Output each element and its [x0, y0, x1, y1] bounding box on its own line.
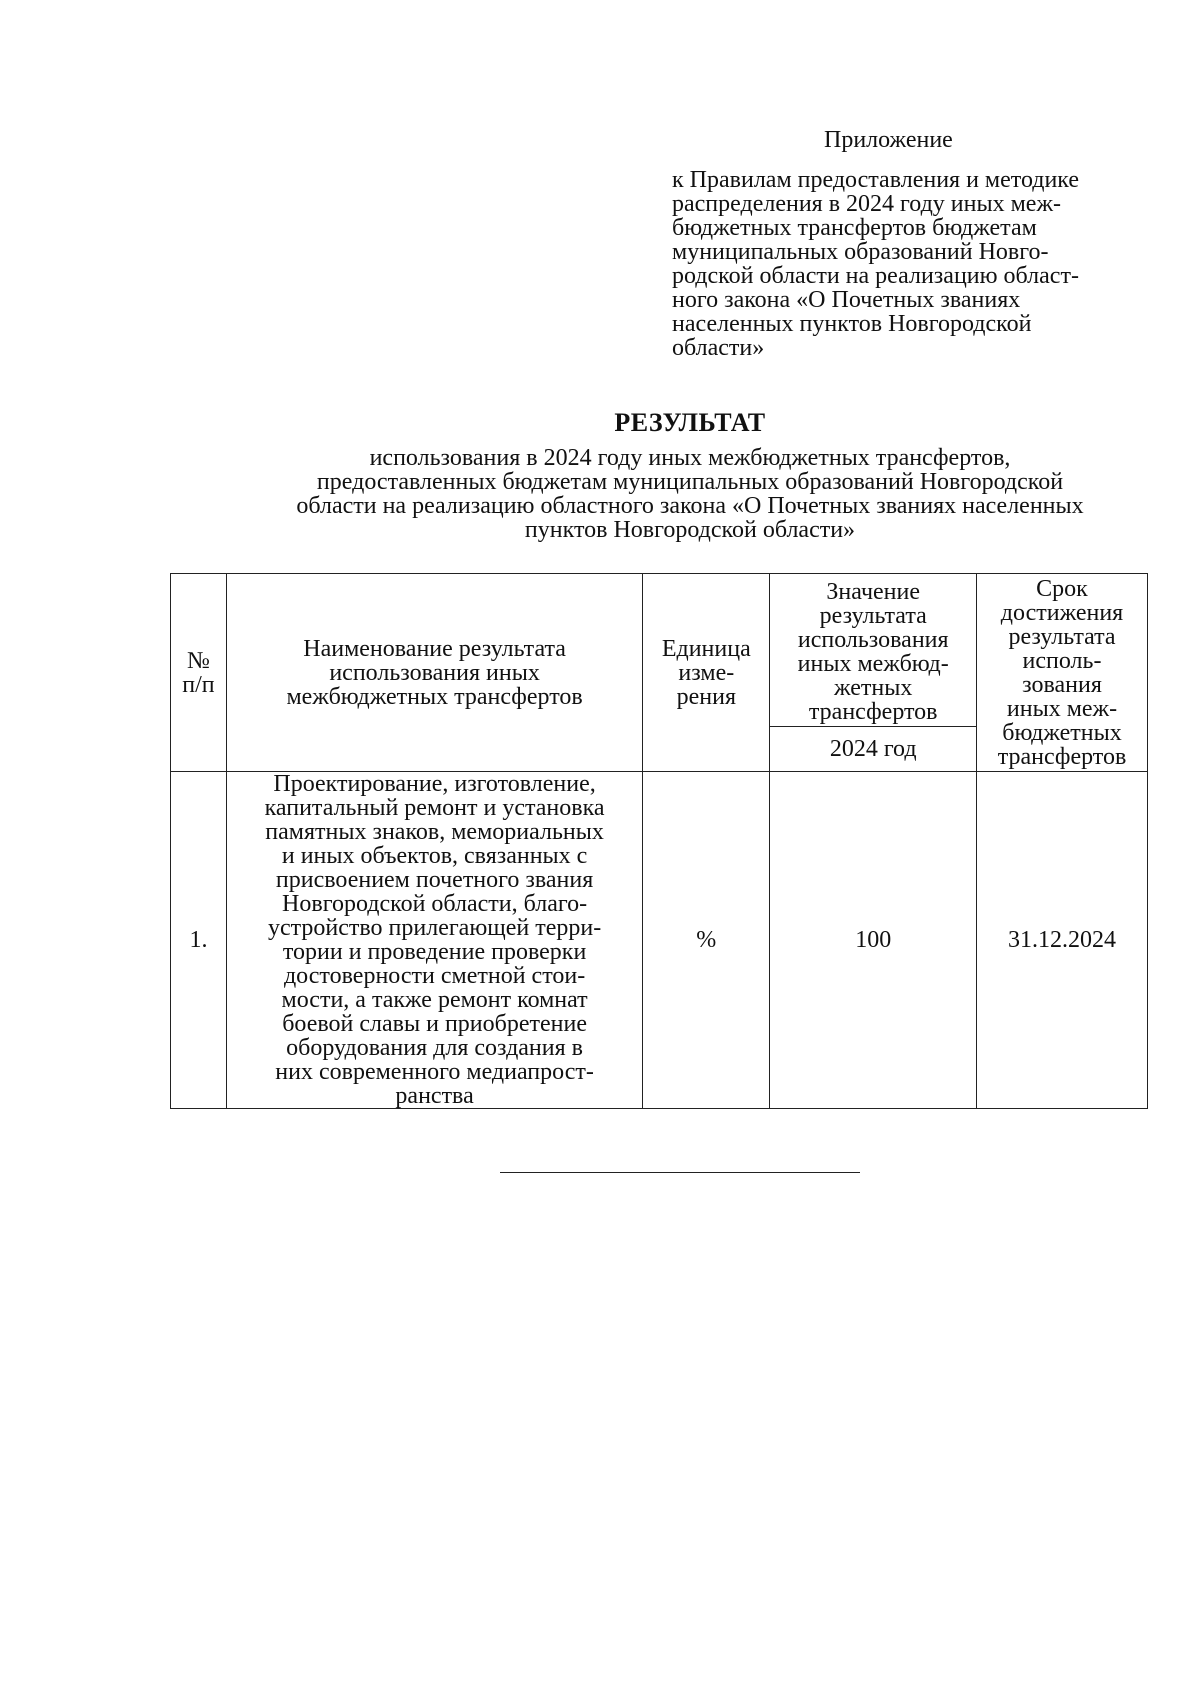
row-unit: % — [643, 772, 770, 1109]
subtitle-line: области на реализацию областного закона «О Почетных званиях населенных — [296, 493, 1084, 519]
appendix-line: ного закона «О Почетных званиях — [672, 287, 1021, 313]
row-num: 1. — [171, 772, 227, 1109]
appendix-line: к Правилам предоставления и методике — [672, 167, 1080, 193]
subtitle-line: предоставленных бюджетам муниципальных образований Новгородской — [316, 469, 1064, 495]
header-date: Срок достижения результата исполь- зования иных меж- бюджетных трансфертов — [977, 574, 1148, 772]
appendix-line: родской области на реализацию област- — [672, 263, 1079, 289]
row-name: Проектирование, изготовление, капитальный ремонт и установка памятных знаков, мемориальных и иных объектов, связанных с присвоением почетного звания Новгородской области, благо- устройство прилегающей терри- тории и проведение проверки достоверности сметной стои- мости, а также ремонт комнат боевой славы и приобретение оборудования для создания в них современного медиапрост- ранства — [226, 772, 642, 1109]
appendix-title: Приложение — [824, 127, 953, 153]
subtitle-line: пунктов Новгородской области» — [524, 517, 856, 543]
appendix-block — [672, 128, 1142, 360]
header-value-year: 2024 год — [770, 727, 977, 772]
appendix-line: муниципальных образований Новго- — [672, 239, 1049, 265]
header-name: Наименование результата использования иных межбюджетных трансфертов — [226, 574, 642, 772]
subtitle-line: использования в 2024 году иных межбюджетных трансфертов, — [369, 445, 1011, 471]
result-table — [170, 573, 1148, 1109]
header-num: № п/п — [171, 574, 227, 772]
document-subtitle — [200, 446, 1180, 542]
appendix-line: области» — [672, 335, 765, 361]
header-unit: Единица изме- рения — [643, 574, 770, 772]
document-title: РЕЗУЛЬТАТ — [614, 408, 766, 437]
appendix-line: бюджетных трансфертов бюджетам — [672, 215, 1037, 241]
table-row — [171, 772, 1148, 1109]
appendix-line: населенных пунктов Новгородской — [672, 311, 1032, 337]
closing-separator-line — [500, 1172, 860, 1173]
appendix-line: распределения в 2024 году иных меж- — [672, 191, 1062, 217]
header-value: Значение результата использования иных межбюд- жетных трансфертов — [770, 574, 977, 727]
row-date: 31.12.2024 — [977, 772, 1148, 1109]
row-value: 100 — [770, 772, 977, 1109]
